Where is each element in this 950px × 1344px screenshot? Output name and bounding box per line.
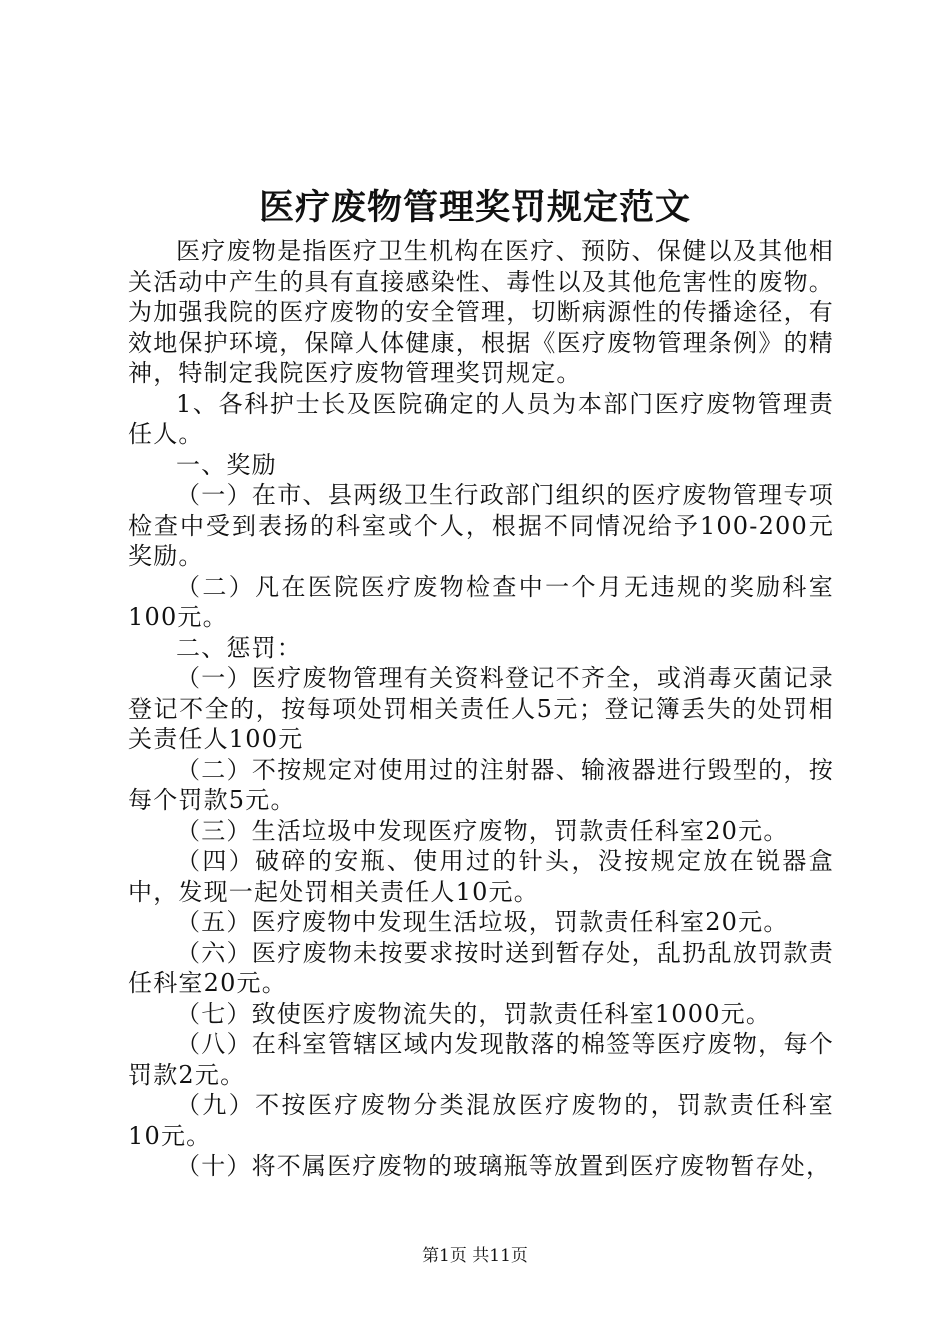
penalty-item-4: （四）破碎的安瓶、使用过的针头，没按规定放在锐器盒中，发现一起处罚相关责任人10元。 bbox=[128, 847, 834, 906]
penalty-item-8: （八）在科室管辖区域内发现散落的棉签等医疗废物，每个罚款2元。 bbox=[128, 1030, 834, 1089]
responsibility-paragraph: 1、各科护士长及医院确定的人员为本部门医疗废物管理责任人。 bbox=[128, 389, 834, 448]
page-number-footer: 第1页 共11页 bbox=[422, 1246, 528, 1266]
penalty-item-9: （九）不按医疗废物分类混放医疗废物的，罚款责任科室10元。 bbox=[128, 1091, 834, 1150]
document-body bbox=[128, 236, 834, 1182]
reward-heading: 一、奖励 bbox=[176, 450, 277, 479]
penalty-item-3: （三）生活垃圾中发现医疗废物，罚款责任科室20元。 bbox=[176, 816, 789, 845]
reward-item-2: （二）凡在医院医疗废物检查中一个月无违规的奖励科室100元。 bbox=[128, 572, 834, 631]
penalty-item-10: （十）将不属医疗废物的玻璃瓶等放置到医疗废物暂存处， bbox=[176, 1152, 832, 1180]
intro-paragraph: 医疗废物是指医疗卫生机构在医疗、预防、保健以及其他相关活动中产生的具有直接感染性、毒性以及其他危害性的废物。为加强我院的医疗废物的安全管理，切断病源性的传播途径，有效地保护环境，保障人体健康，根据《医疗废物管理条例》的精神，特制定我院医疗废物管理奖罚规定。 bbox=[128, 237, 834, 387]
penalty-item-6: （六）医疗废物未按要求按时送到暂存处，乱扔乱放罚款责任科室20元。 bbox=[128, 938, 834, 997]
penalty-item-5: （五）医疗废物中发现生活垃圾，罚款责任科室20元。 bbox=[176, 908, 789, 936]
penalty-heading: 二、惩罚： bbox=[176, 633, 302, 662]
document-title: 医疗废物管理奖罚规定范文 bbox=[258, 187, 691, 228]
reward-item-1: （一）在市、县两级卫生行政部门组织的医疗废物管理专项检查中受到表扬的科室或个人，根据不同情况给予100-200元奖励。 bbox=[128, 481, 834, 570]
penalty-item-7: （七）致使医疗废物流失的，罚款责任科室1000元。 bbox=[176, 999, 772, 1028]
penalty-item-1: （一）医疗废物管理有关资料登记不齐全，或消毒灭菌记录登记不全的，按每项处罚相关责任人5元；登记簿丢失的处罚相关责任人100元 bbox=[128, 664, 834, 753]
penalty-item-2: （二）不按规定对使用过的注射器、输液器进行毁型的，按每个罚款5元。 bbox=[128, 755, 834, 814]
